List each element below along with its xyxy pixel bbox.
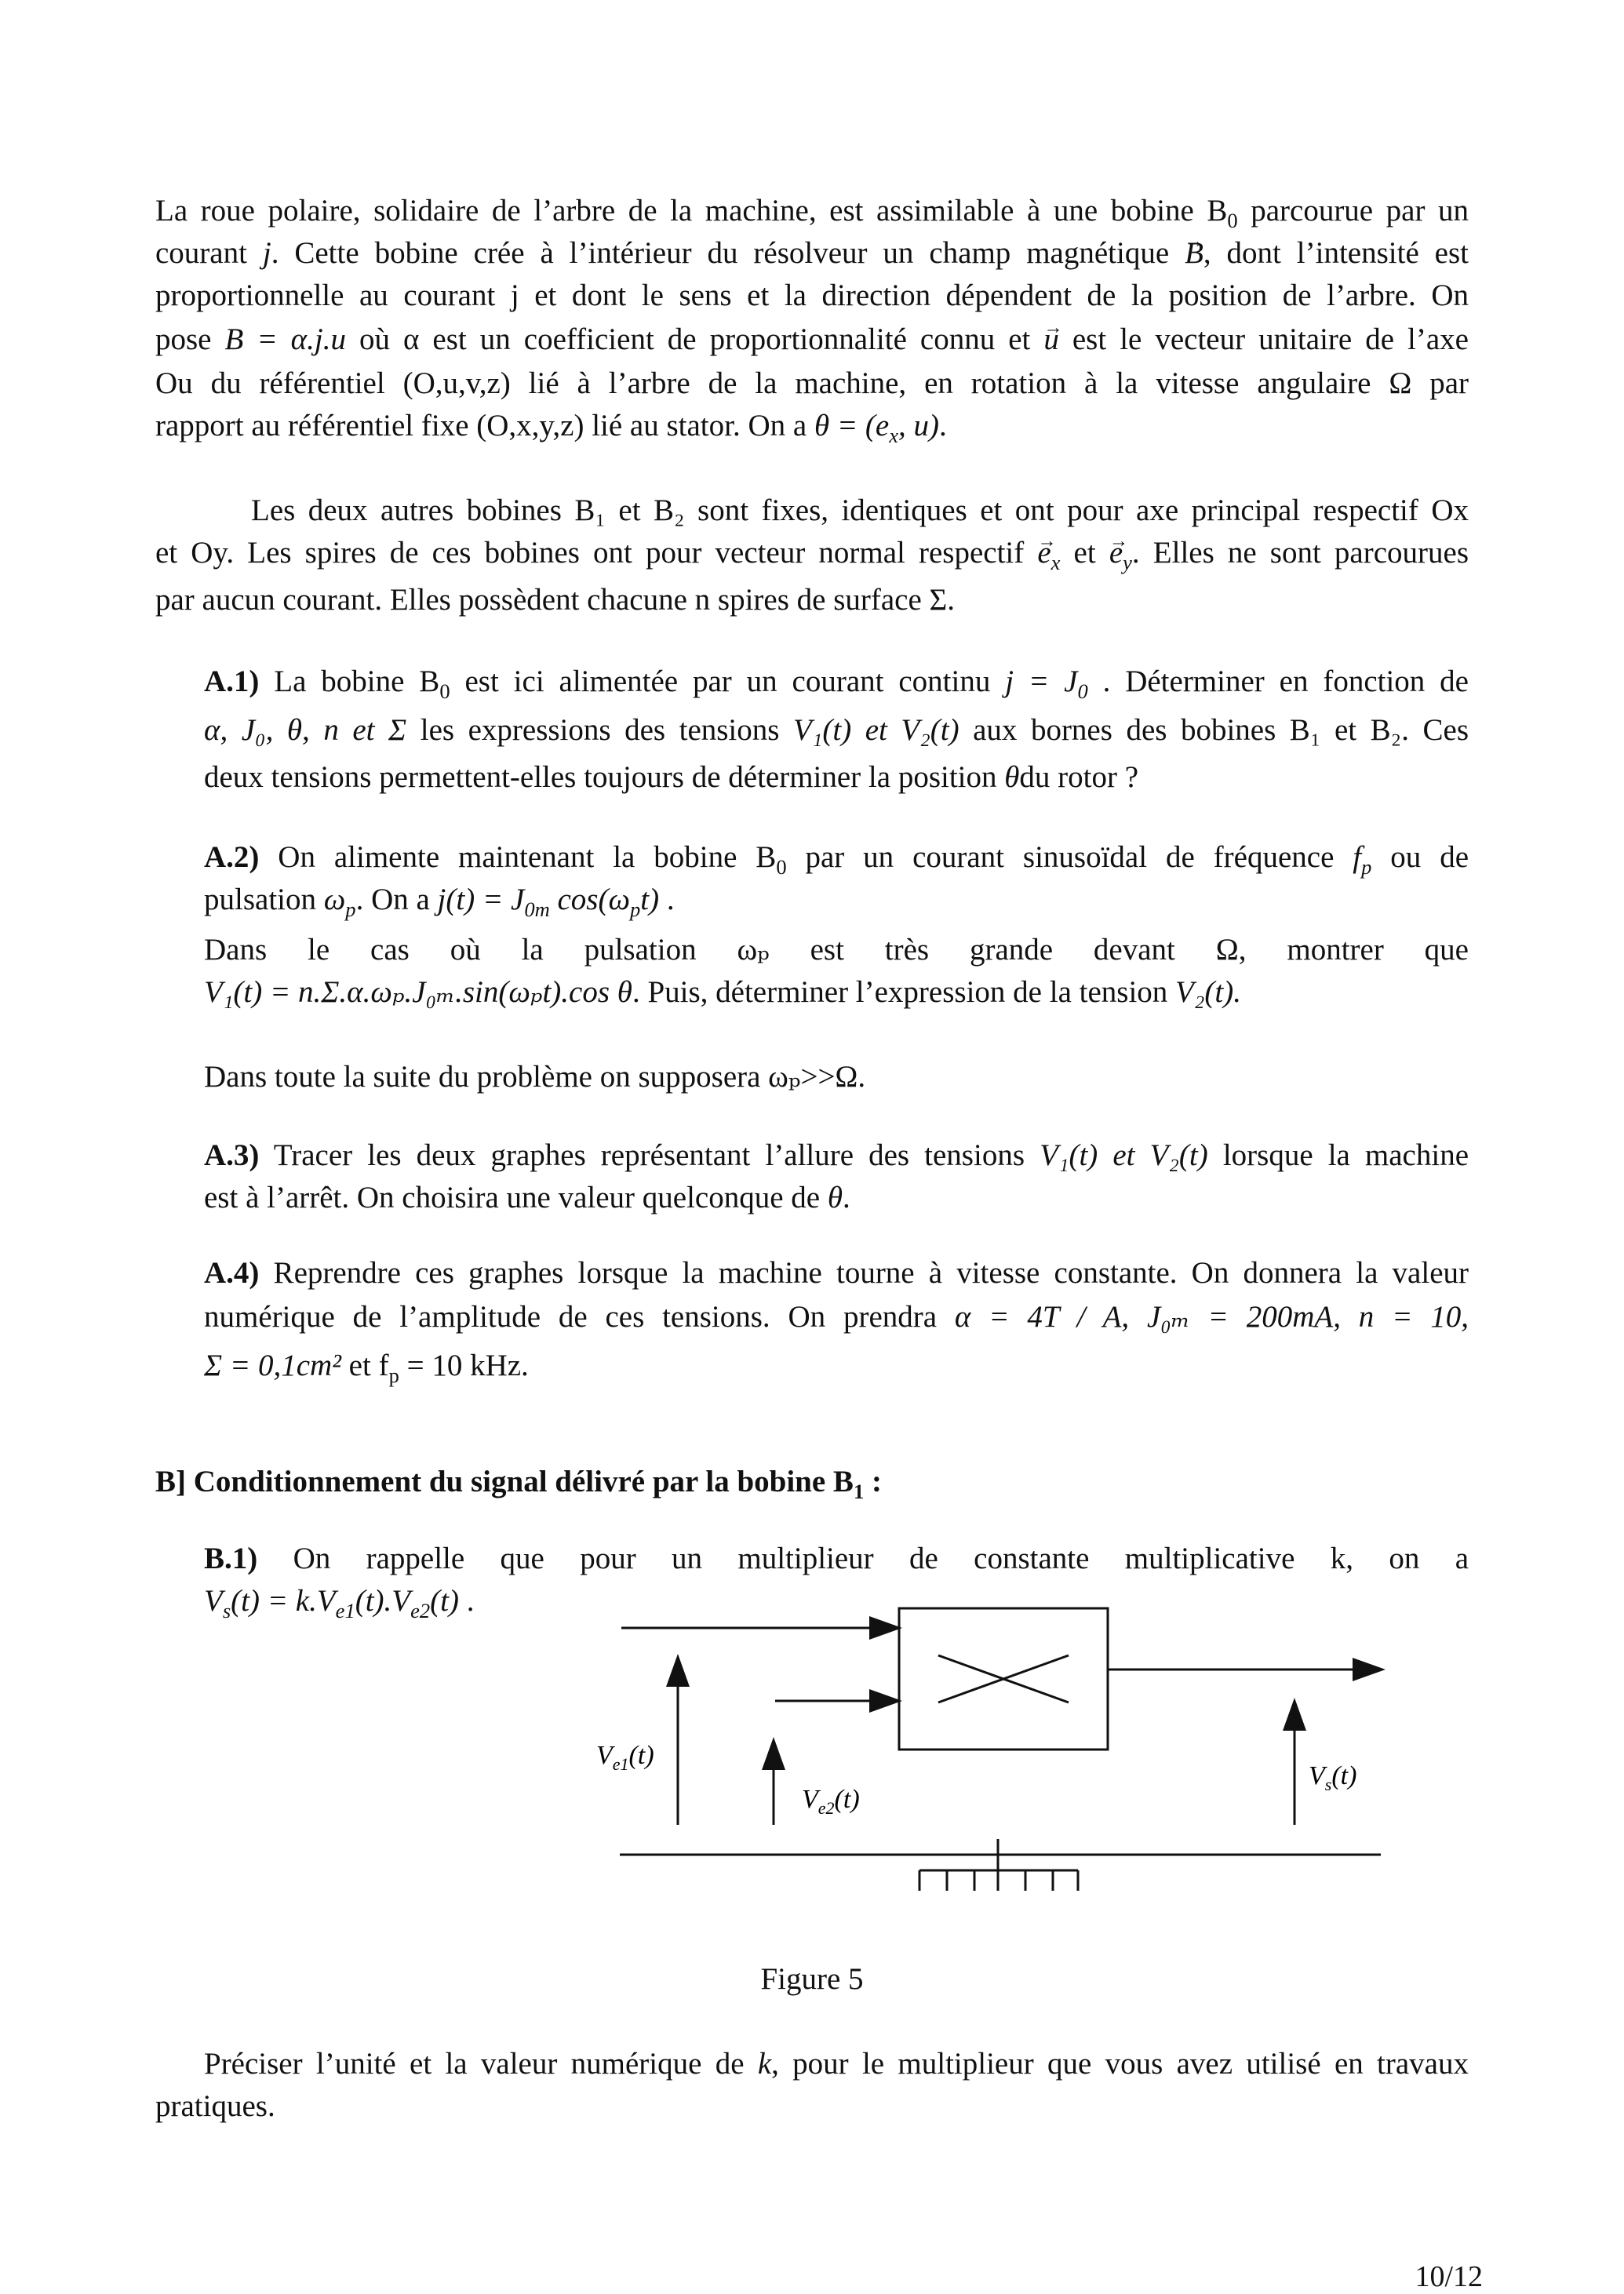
assumption-line: Dans toute la suite du problème on supposera ωₚ>>Ω. (204, 1060, 866, 1094)
a2-line-4: V₁(t) = n.Σ.α.ωₚ.J₀ₘ.sin(ωₚt).cos θ. Puis, déterminer l’expression de la tension V₂(t). (204, 975, 1241, 1009)
para2-line-1: Les deux autres bobines B₁ et B₂ sont fixes, identiques et ont pour axe principal respectif Ox (251, 493, 1469, 527)
section-b-title: B] Conditionnement du signal délivré par la bobine $B_1$ : (155, 1465, 882, 1503)
a4-line-3: Σ = 0,1cm² et $f_p = 10$ kHz. (204, 1349, 529, 1387)
a1-line-1: A.1) La bobine $B_0$ est ici alimentée par un courant continu $j = J_0$ . Déterminer en fonction de (204, 665, 1469, 703)
a2-line-3: Dans le cas où la pulsation ωₚ est très grande devant Ω, montrer que (204, 933, 1469, 967)
multiplier-diagram (596, 1569, 1396, 1914)
a1-line-3: deux tensions permettent-elles toujours de déterminer la position θdu rotor ? (204, 760, 1139, 794)
intro-line-3: proportionnelle au courant j et dont le sens et la direction dépendent de la position de l’arbre. On (155, 279, 1469, 312)
ve2-label: $V_{e2}(t)$ (802, 1785, 860, 1818)
ground-symbol (919, 1870, 1078, 1891)
a1-line-2: α, J₀, θ, n et Σ les expressions des tensions V₁(t) et V₂(t) aux bornes des bobines B₁ et B₂. Ces (204, 713, 1469, 747)
page-number: 10/12 (1415, 2260, 1483, 2293)
intro-line-1: La roue polaire, solidaire de l’arbre de la machine, est assimilable à une bobine $B_0$ parcourue par un (155, 194, 1469, 232)
ve1-label: $V_{e1}(t)$ (596, 1741, 654, 1774)
intro-line-2: courant j. Cette bobine crée à l’intérieur du résolveur un champ magnétique → B, dont l’intensité est (155, 232, 1469, 275)
a3-line-1: A.3) Tracer les deux graphes représentant l’allure des tensions V₁(t) et V₂(t) lorsque la machine (204, 1138, 1469, 1172)
a4-line-1: A.4) Reprendre ces graphes lorsque la machine tourne à vitesse constante. On donnera la valeur (204, 1256, 1469, 1290)
para2-line-2: et Oy. Les spires de ces bobines ont pour vecteur normal respectif → $e_x$ et → $e_y$. Elles ne sont parcourues (155, 532, 1469, 574)
vs-label: $V_s(t)$ (1309, 1761, 1357, 1794)
intro-line-6: rapport au référentiel fixe (O,x,y,z) lié au stator. On a $\theta = (e_x$, u). (155, 409, 947, 447)
para2-line-3: par aucun courant. Elles possèdent chacune n spires de surface Σ. (155, 583, 955, 617)
a2-line-1: A.2) On alimente maintenant la bobine $B_0$ par un courant sinusoïdal de fréquence $f_p$ ou de (204, 840, 1469, 879)
b1-line-1: B.1) On rappelle que pour un multiplieur de constante multiplicative k, on a (204, 1542, 1469, 1575)
b1-line-2: $V_s(t) = k.V_{e1}(t).V_{e2}(t)$ . (204, 1584, 475, 1622)
a4-line-2: numérique de l’amplitude de ces tensions. On prendra α = 4T / A, J₀ₘ = 200mA, n = 10, (204, 1300, 1469, 1334)
closing-line-2: pratiques. (155, 2089, 275, 2123)
a2-line-2: pulsation $\omega_p$. On a $j(t) = J_{0m}$ $\cos(\omega_pt)$ . (204, 883, 675, 921)
closing-line-1: Préciser l’unité et la valeur numérique de k, pour le multiplieur que vous avez utilisé en travaux (204, 2047, 1469, 2081)
a3-line-2: est à l’arrêt. On choisira une valeur quelconque de θ. (204, 1181, 850, 1214)
intro-line-4: pose B = α.j.u où α est un coefficient de proportionnalité connu et → u est le vecteur unitaire de l’axe (155, 319, 1469, 361)
figure-caption: Figure 5 (760, 1962, 864, 1996)
intro-line-5: Ou du référentiel (O,u,v,z) lié à l’arbre de la machine, en rotation à la vitesse angulaire Ω par (155, 366, 1469, 400)
